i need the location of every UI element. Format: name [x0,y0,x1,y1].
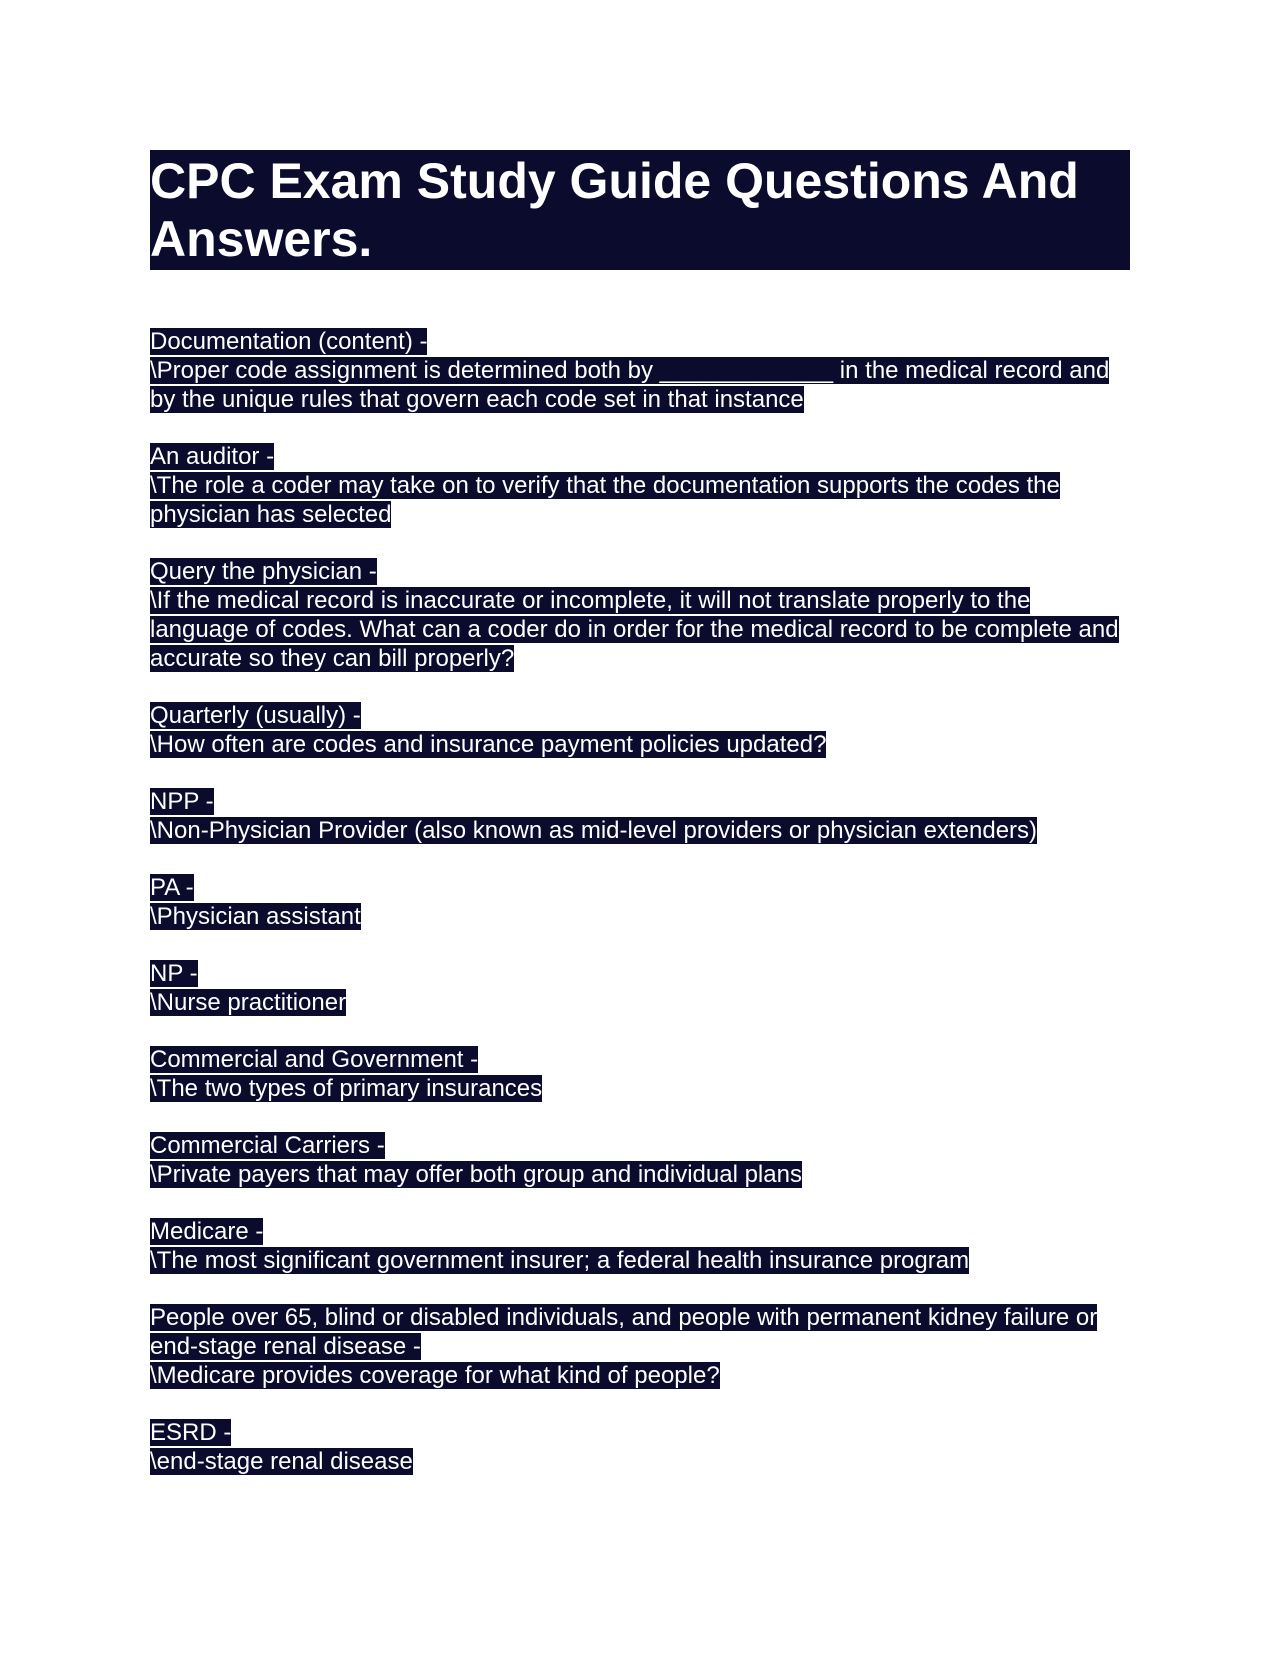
flashcard-definition: \The most significant government insurer; a federal health insurance program [150,1247,970,1274]
flashcard-entry [150,1045,1130,1103]
flashcard-definition: \Medicare provides coverage for what kind of people? [150,1362,720,1389]
flashcard-term: PA - [150,874,194,901]
flashcard-entry [150,1131,1130,1189]
flashcard-entry [150,1418,1130,1476]
flashcard-term: An auditor - [150,443,275,470]
flashcard-term: Quarterly (usually) - [150,702,361,729]
flashcard-definition: \The two types of primary insurances [150,1075,543,1102]
flashcard-definition: \The role a coder may take on to verify that the documentation supports the codes the physician has selected [150,472,1060,528]
flashcard-definition: \Physician assistant [150,903,361,930]
flashcard-term: Query the physician - [150,558,377,585]
flashcard-term: NP - [150,960,198,987]
flashcard-entry [150,442,1130,529]
flashcard-definition: \How often are codes and insurance payment policies updated? [150,731,827,758]
flashcard-term: Medicare - [150,1218,264,1245]
flashcard-term: People over 65, blind or disabled individuals, and people with permanent kidney failure or end-stage renal disease - [150,1304,1098,1360]
flashcard-entry [150,327,1130,414]
flashcard-entry [150,873,1130,931]
flashcard-definition: \If the medical record is inaccurate or incomplete, it will not translate properly to the language of codes. What can a coder do in order for the medical record to be complete and accurate so they can bill properly? [150,587,1119,672]
flashcard-definition: \Non-Physician Provider (also known as mid-level providers or physician extenders) [150,817,1038,844]
flashcard-definition: \Proper code assignment is determined both by _____________ in the medical record and by the unique rules that govern each code set in that instance [150,357,1110,413]
flashcard-term: Commercial and Government - [150,1046,479,1073]
flashcard-definition: \Nurse practitioner [150,989,347,1016]
flashcard-term: NPP - [150,788,214,815]
flashcard-list [150,327,1130,1476]
document-title: CPC Exam Study Guide Questions And Answers. [150,150,1130,270]
flashcard-entry [150,701,1130,759]
flashcard-entry [150,1217,1130,1275]
flashcard-entry [150,557,1130,673]
flashcard-term: ESRD - [150,1419,232,1446]
flashcard-definition: \end-stage renal disease [150,1448,413,1475]
flashcard-term: Commercial Carriers - [150,1132,385,1159]
flashcard-definition: \Private payers that may offer both group and individual plans [150,1161,802,1188]
flashcard-entry [150,959,1130,1017]
flashcard-entry [150,1303,1130,1390]
document-page [150,150,1130,1504]
flashcard-entry [150,787,1130,845]
flashcard-term: Documentation (content) - [150,328,428,355]
